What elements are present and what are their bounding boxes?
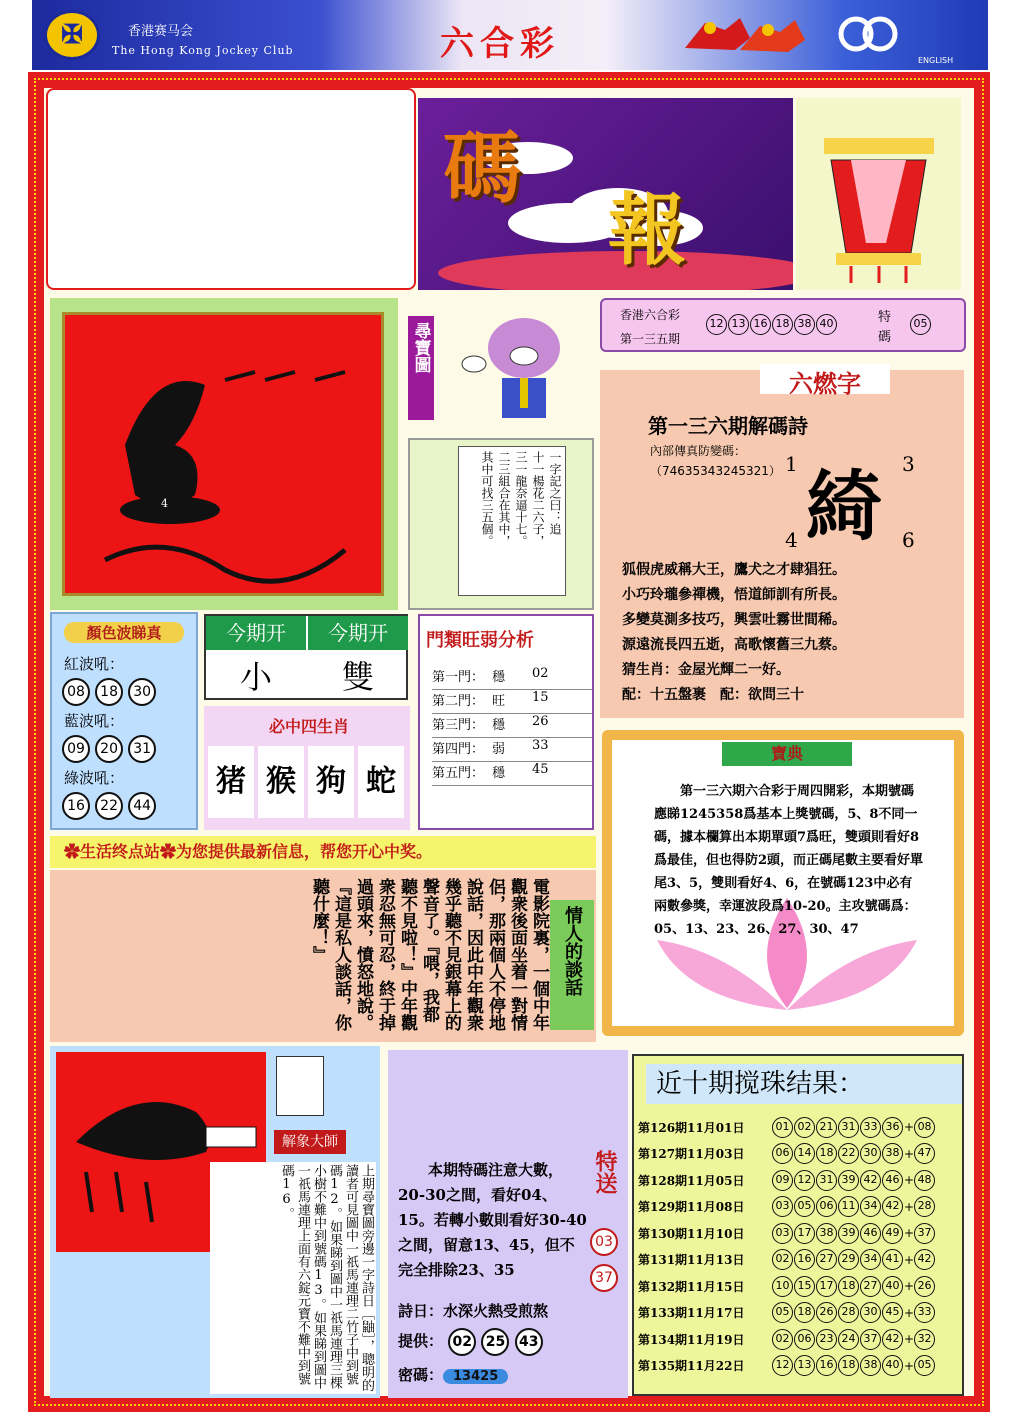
- recent-results-panel: [632, 1054, 964, 1396]
- result-ball: 18: [838, 1276, 859, 1297]
- result-ball: 42: [860, 1170, 881, 1191]
- treasure-book-text: 第一三六期六合彩于周四開彩，本期號碼應睇1245358爲基本上獎號碼，5、8不同一碼，據本欄算出本期單頭7爲旺，雙頭則看好8爲最佳，但也得防2頭，而正碼尾數主要看好單尾3、5，雙則看好4、6，在號碼123中必有兩數參獎，幸運波段爲10-20。主攻號碼爲：05、13、23、26、27、30、47: [654, 784, 924, 937]
- wave-ball: 09: [62, 735, 90, 763]
- provide-ball: 25: [481, 1328, 509, 1356]
- treasure-book-title: 寶典: [722, 742, 852, 766]
- result-ball: 18: [816, 1143, 837, 1164]
- wave-row: [62, 735, 196, 763]
- poem-banner: 六燃字: [760, 364, 890, 394]
- plus-sign: +: [904, 1226, 915, 1241]
- result-ball: 05: [794, 1196, 815, 1217]
- result-ball: 02: [772, 1329, 793, 1350]
- color-wave-title: 顏色波睇真: [64, 622, 184, 643]
- plus-sign: +: [904, 1305, 915, 1320]
- result-row: [638, 1167, 962, 1194]
- poem-line: 源遠流長四五逝，高歌懷舊三九蔡。: [622, 637, 846, 653]
- result-ball: 16: [750, 314, 771, 335]
- result-ball: 15: [794, 1276, 815, 1297]
- poem-line: 狐假虎威稱大王，鷹犬之才肆猖狂。: [622, 562, 846, 578]
- result-ball: 31: [838, 1117, 859, 1138]
- special-ball: 05: [910, 314, 931, 335]
- result-special-ball: 05: [914, 1355, 935, 1376]
- result-ball: 12: [706, 314, 727, 335]
- result-ball: 12: [794, 1170, 815, 1191]
- result-ball: 40: [882, 1276, 903, 1297]
- special-label: 特碼: [878, 310, 892, 345]
- four-zodiac-panel: [204, 706, 410, 830]
- club-name-cn: 香港赛马会: [128, 24, 194, 39]
- poem-line: 猜生肖：金屋光輝二一好。: [622, 662, 790, 678]
- result-ball: 24: [838, 1329, 859, 1350]
- door-analysis-panel: [418, 614, 594, 830]
- result-ball: 06: [816, 1196, 837, 1217]
- result-special-ball: 26: [914, 1276, 935, 1297]
- result-period: 第128期11月05日: [638, 1173, 745, 1188]
- provide-row: 提供： 02 25 43: [398, 1328, 543, 1356]
- result-ball: 09: [772, 1170, 793, 1191]
- result-ball: 13: [728, 314, 749, 335]
- results-list: [638, 1114, 962, 1379]
- dream-master-title: 解象大師: [274, 1130, 346, 1154]
- special-send-ball: 03: [590, 1228, 618, 1256]
- result-row: [638, 1114, 962, 1141]
- result-ball: 23: [816, 1329, 837, 1350]
- wave-ball: 22: [95, 792, 123, 820]
- result-ball: 40: [882, 1355, 903, 1376]
- dream-master-text: 上期尋寶圖旁邊一字詩日［鼬］，聰明的讀者可見圖中一祇馬連理二竹子中到號碼12。如果睇到圖中一祇馬連理三棵小樹不難中到號碼13。如果睇到圖中一祇馬連理上面有六錠元寶不難中到號碼16。: [210, 1162, 376, 1394]
- result-ball: 06: [772, 1143, 793, 1164]
- door-row: 第四門： 弱 33: [432, 738, 592, 762]
- dream-master-panel: [50, 1046, 380, 1398]
- result-period: 第129期11月08日: [638, 1200, 745, 1215]
- result-ball: 31: [816, 1170, 837, 1191]
- wave-ball: 20: [95, 735, 123, 763]
- result-ball: 17: [816, 1276, 837, 1297]
- big-character: 綺: [806, 462, 882, 551]
- result-ball: 05: [772, 1302, 793, 1323]
- wave-ball: 08: [62, 678, 90, 706]
- plus-sign: +: [904, 1199, 915, 1214]
- result-ball: 16: [816, 1355, 837, 1376]
- riddle-scroll: [408, 438, 594, 610]
- corner-number: 4: [785, 528, 798, 552]
- result-ball: 37: [860, 1329, 881, 1350]
- result-ball: 39: [838, 1170, 859, 1191]
- treasure-map-number: 4: [161, 497, 168, 510]
- result-ball: 33: [860, 1117, 881, 1138]
- result-special-ball: 47: [914, 1143, 935, 1164]
- door-row: 第一門： 穩 02: [432, 666, 592, 690]
- four-zodiac-title: 必中四生肖: [268, 717, 349, 736]
- result-ball: 46: [860, 1223, 881, 1244]
- result-period: 第134期11月19日: [638, 1332, 745, 1347]
- period-value-size: 小: [239, 658, 272, 696]
- lovers-talk-panel: [50, 870, 596, 1042]
- result-row: [638, 1194, 962, 1221]
- rooster-icon: [65, 315, 381, 593]
- wave-label: 綠波吼：: [64, 769, 125, 787]
- plus-sign: +: [904, 1252, 915, 1267]
- plus-sign: +: [904, 1120, 915, 1135]
- poem-row: 詩日：水深火熱受煎熬: [398, 1302, 549, 1320]
- zodiac-animal: 蛇: [358, 746, 404, 818]
- this-period-panel: [204, 614, 408, 700]
- door-row: 第三門： 穩 26: [432, 714, 592, 738]
- wave-ball: 18: [95, 678, 123, 706]
- result-ball: 14: [794, 1143, 815, 1164]
- result-special-ball: 28: [914, 1196, 935, 1217]
- banner-char-bao: 報: [608, 185, 687, 276]
- provide-ball: 43: [515, 1328, 543, 1356]
- plus-sign: +: [904, 1146, 915, 1161]
- result-ball: 29: [838, 1249, 859, 1270]
- result-ball: 30: [860, 1302, 881, 1323]
- result-special-ball: 48: [914, 1170, 935, 1191]
- wave-row: [62, 678, 196, 706]
- corner-number: 1: [785, 452, 798, 476]
- hkjc-logo-icon[interactable]: ✠: [44, 10, 100, 60]
- door-row: 第二門： 旺 15: [432, 690, 592, 714]
- color-wave-panel: [50, 612, 198, 830]
- poem-line: 小巧玲瓏參禪機，悟道師訓有所長。: [622, 587, 846, 603]
- result-period: 第131期11月13日: [638, 1253, 745, 1268]
- result-row: [638, 1353, 962, 1380]
- period-header: 今期开: [206, 616, 306, 650]
- result-ball: 03: [772, 1223, 793, 1244]
- english-link[interactable]: ENGLISH: [918, 56, 954, 65]
- flower-icon: ✿: [64, 842, 81, 861]
- result-row: [638, 1220, 962, 1247]
- result-ball: 22: [838, 1143, 859, 1164]
- riddle-text: [458, 446, 566, 596]
- wave-ball: 31: [128, 735, 156, 763]
- plus-sign: +: [904, 1173, 915, 1188]
- zodiac-animal: 狗: [308, 746, 354, 818]
- result-ball: 42: [882, 1196, 903, 1217]
- result-ball: 18: [772, 314, 793, 335]
- last-result-card: [600, 298, 966, 352]
- result-ball: 38: [816, 1223, 837, 1244]
- result-row: [638, 1326, 962, 1353]
- riddle-line: 二三組合在其中，: [497, 451, 511, 547]
- result-row: [638, 1273, 962, 1300]
- period-value-parity: 雙: [341, 658, 374, 696]
- result-ball: 49: [882, 1223, 903, 1244]
- door-table: [432, 666, 592, 786]
- result-period: 第132期11月15日: [638, 1279, 745, 1294]
- result-ball: 18: [794, 1302, 815, 1323]
- result-ball: 10: [772, 1276, 793, 1297]
- result-ball: 06: [794, 1329, 815, 1350]
- result-ball: 21: [816, 1117, 837, 1138]
- wave-ball: 44: [128, 792, 156, 820]
- zodiac-row: [208, 746, 404, 818]
- wave-row: [62, 792, 196, 820]
- fax-code: （74635343245321）: [650, 464, 781, 478]
- poem-title: 第一三六期解碼詩: [648, 414, 808, 438]
- result-ball: 42: [882, 1329, 903, 1350]
- result-special-ball: 37: [914, 1223, 935, 1244]
- wave-ball: 16: [62, 792, 90, 820]
- lovers-text: 電影院裏，一個中年觀衆後面坐着一對情侶，那兩個人不停地說話，因此中年觀衆幾乎聽不見銀幕上的聲音了。『喂，我都聽不見啦！』中年觀衆忍無可忍，終于掉過頭來，憤怒地說。『這是私人談話，你聽什麼！』: [309, 878, 549, 1031]
- result-label-2: 第一三五期: [620, 332, 681, 346]
- result-ball: 40: [816, 314, 837, 335]
- zodiac-animal: 猪: [208, 746, 254, 818]
- treasure-map-label: 尋寶圖: [408, 316, 434, 420]
- result-label-1: 香港六合彩: [620, 308, 681, 322]
- corner-number: 6: [902, 528, 915, 552]
- title-banner: [418, 98, 793, 290]
- wave-label: 紅波吼：: [64, 655, 125, 673]
- treasure-book-panel: [602, 730, 964, 1036]
- mark-six-title: 六合彩: [440, 24, 560, 64]
- blank-ad-box: [46, 88, 416, 290]
- lantern-icon: [796, 98, 961, 290]
- result-ball: 27: [860, 1276, 881, 1297]
- result-ball: 17: [794, 1223, 815, 1244]
- door-analysis-title: 門類旺弱分析: [426, 630, 534, 651]
- result-ball: 12: [772, 1355, 793, 1376]
- special-send-text: 本期特碼注意大數，20-30之間，看好04、15。若轉小數則看好30-40之間，留意13、45，但不完全排除23、35: [398, 1161, 587, 1279]
- door-row: 第五門： 穩 45: [432, 762, 592, 786]
- provide-ball: 02: [448, 1328, 476, 1356]
- zodiac-animal: 猴: [258, 746, 304, 818]
- result-ball: 01: [772, 1117, 793, 1138]
- result-period: 第126期11月01日: [638, 1120, 745, 1135]
- poem-line: 配：十五盤裹 配：欲問三十: [622, 687, 804, 703]
- result-ball: 16: [794, 1249, 815, 1270]
- result-ball: 46: [882, 1170, 903, 1191]
- result-special-ball: 42: [914, 1249, 935, 1270]
- result-ball: 36: [882, 1117, 903, 1138]
- result-special-ball: 32: [914, 1329, 935, 1350]
- result-ball: 03: [772, 1196, 793, 1217]
- result-row: [638, 1247, 962, 1274]
- club-name-en: The Hong Kong Jockey Club: [112, 44, 294, 57]
- result-ball: 11: [838, 1196, 859, 1217]
- result-ball: 34: [860, 1196, 881, 1217]
- wave-label: 藍波吼：: [64, 712, 125, 730]
- riddle-line: 三一龍奈逼十七。: [514, 451, 528, 547]
- plus-sign: +: [904, 1332, 915, 1347]
- riddle-line: 一字記之曰：追: [548, 451, 562, 535]
- result-special-ball: 33: [914, 1302, 935, 1323]
- period-header: 今期开: [308, 616, 408, 650]
- plus-sign: +: [904, 1358, 915, 1373]
- result-ball: 26: [816, 1302, 837, 1323]
- treasure-map-image: [62, 312, 384, 596]
- result-ball: 38: [882, 1143, 903, 1164]
- poem-lines: [622, 558, 952, 708]
- result-row: [638, 1300, 962, 1327]
- result-ball: 28: [838, 1302, 859, 1323]
- result-period: 第130期11月10日: [638, 1226, 745, 1241]
- treasure-map-frame: [50, 298, 398, 610]
- life-banner: ✿生活终点站✿为您提供最新信息，帮您开心中奖。: [50, 836, 596, 868]
- result-period: 第133期11月17日: [638, 1306, 745, 1321]
- special-send-ball: 37: [590, 1264, 618, 1292]
- code-pill: 13425: [443, 1369, 508, 1384]
- horses-icon: [680, 8, 810, 58]
- linked-rings-icon[interactable]: [830, 14, 906, 54]
- result-ball: 02: [772, 1249, 793, 1270]
- special-send-panel: [388, 1050, 628, 1398]
- result-period: 第127期11月03日: [638, 1147, 745, 1162]
- poem-line: 多變莫測多技巧，興雲吐霧世間稀。: [622, 612, 846, 628]
- result-numbers: [706, 314, 838, 335]
- pig-mascot-icon: [454, 298, 594, 428]
- poem-panel: [600, 370, 964, 718]
- fax-label: 內部傳真防變碼：: [650, 444, 747, 458]
- result-ball: 18: [838, 1355, 859, 1376]
- result-period: 第135期11月22日: [638, 1359, 745, 1374]
- flower-icon: ✿: [160, 842, 177, 861]
- special-send-title: 特送: [592, 1150, 618, 1194]
- result-ball: 27: [816, 1249, 837, 1270]
- result-ball: 41: [882, 1249, 903, 1270]
- dream-sketch: [276, 1056, 324, 1116]
- result-ball: 13: [794, 1355, 815, 1376]
- riddle-line: 十一楊花二六子，: [531, 451, 545, 547]
- result-ball: 38: [860, 1355, 881, 1376]
- recent-results-title: 近十期搅珠结果：: [646, 1064, 962, 1104]
- riddle-line: 其中可找三五個。: [480, 451, 494, 547]
- code-row: 密碼： 13425: [398, 1364, 508, 1385]
- result-ball: 30: [860, 1143, 881, 1164]
- result-row: [638, 1141, 962, 1168]
- wave-ball: 30: [128, 678, 156, 706]
- result-special-ball: 08: [914, 1117, 935, 1138]
- result-ball: 38: [794, 314, 815, 335]
- corner-number: 3: [902, 452, 915, 476]
- lovers-title: 情人的談話: [550, 900, 594, 1030]
- result-ball: 02: [794, 1117, 815, 1138]
- plus-sign: +: [904, 1279, 915, 1294]
- result-ball: 34: [860, 1249, 881, 1270]
- banner-char-ma: 碼: [443, 123, 522, 214]
- result-ball: 39: [838, 1223, 859, 1244]
- result-ball: 45: [882, 1302, 903, 1323]
